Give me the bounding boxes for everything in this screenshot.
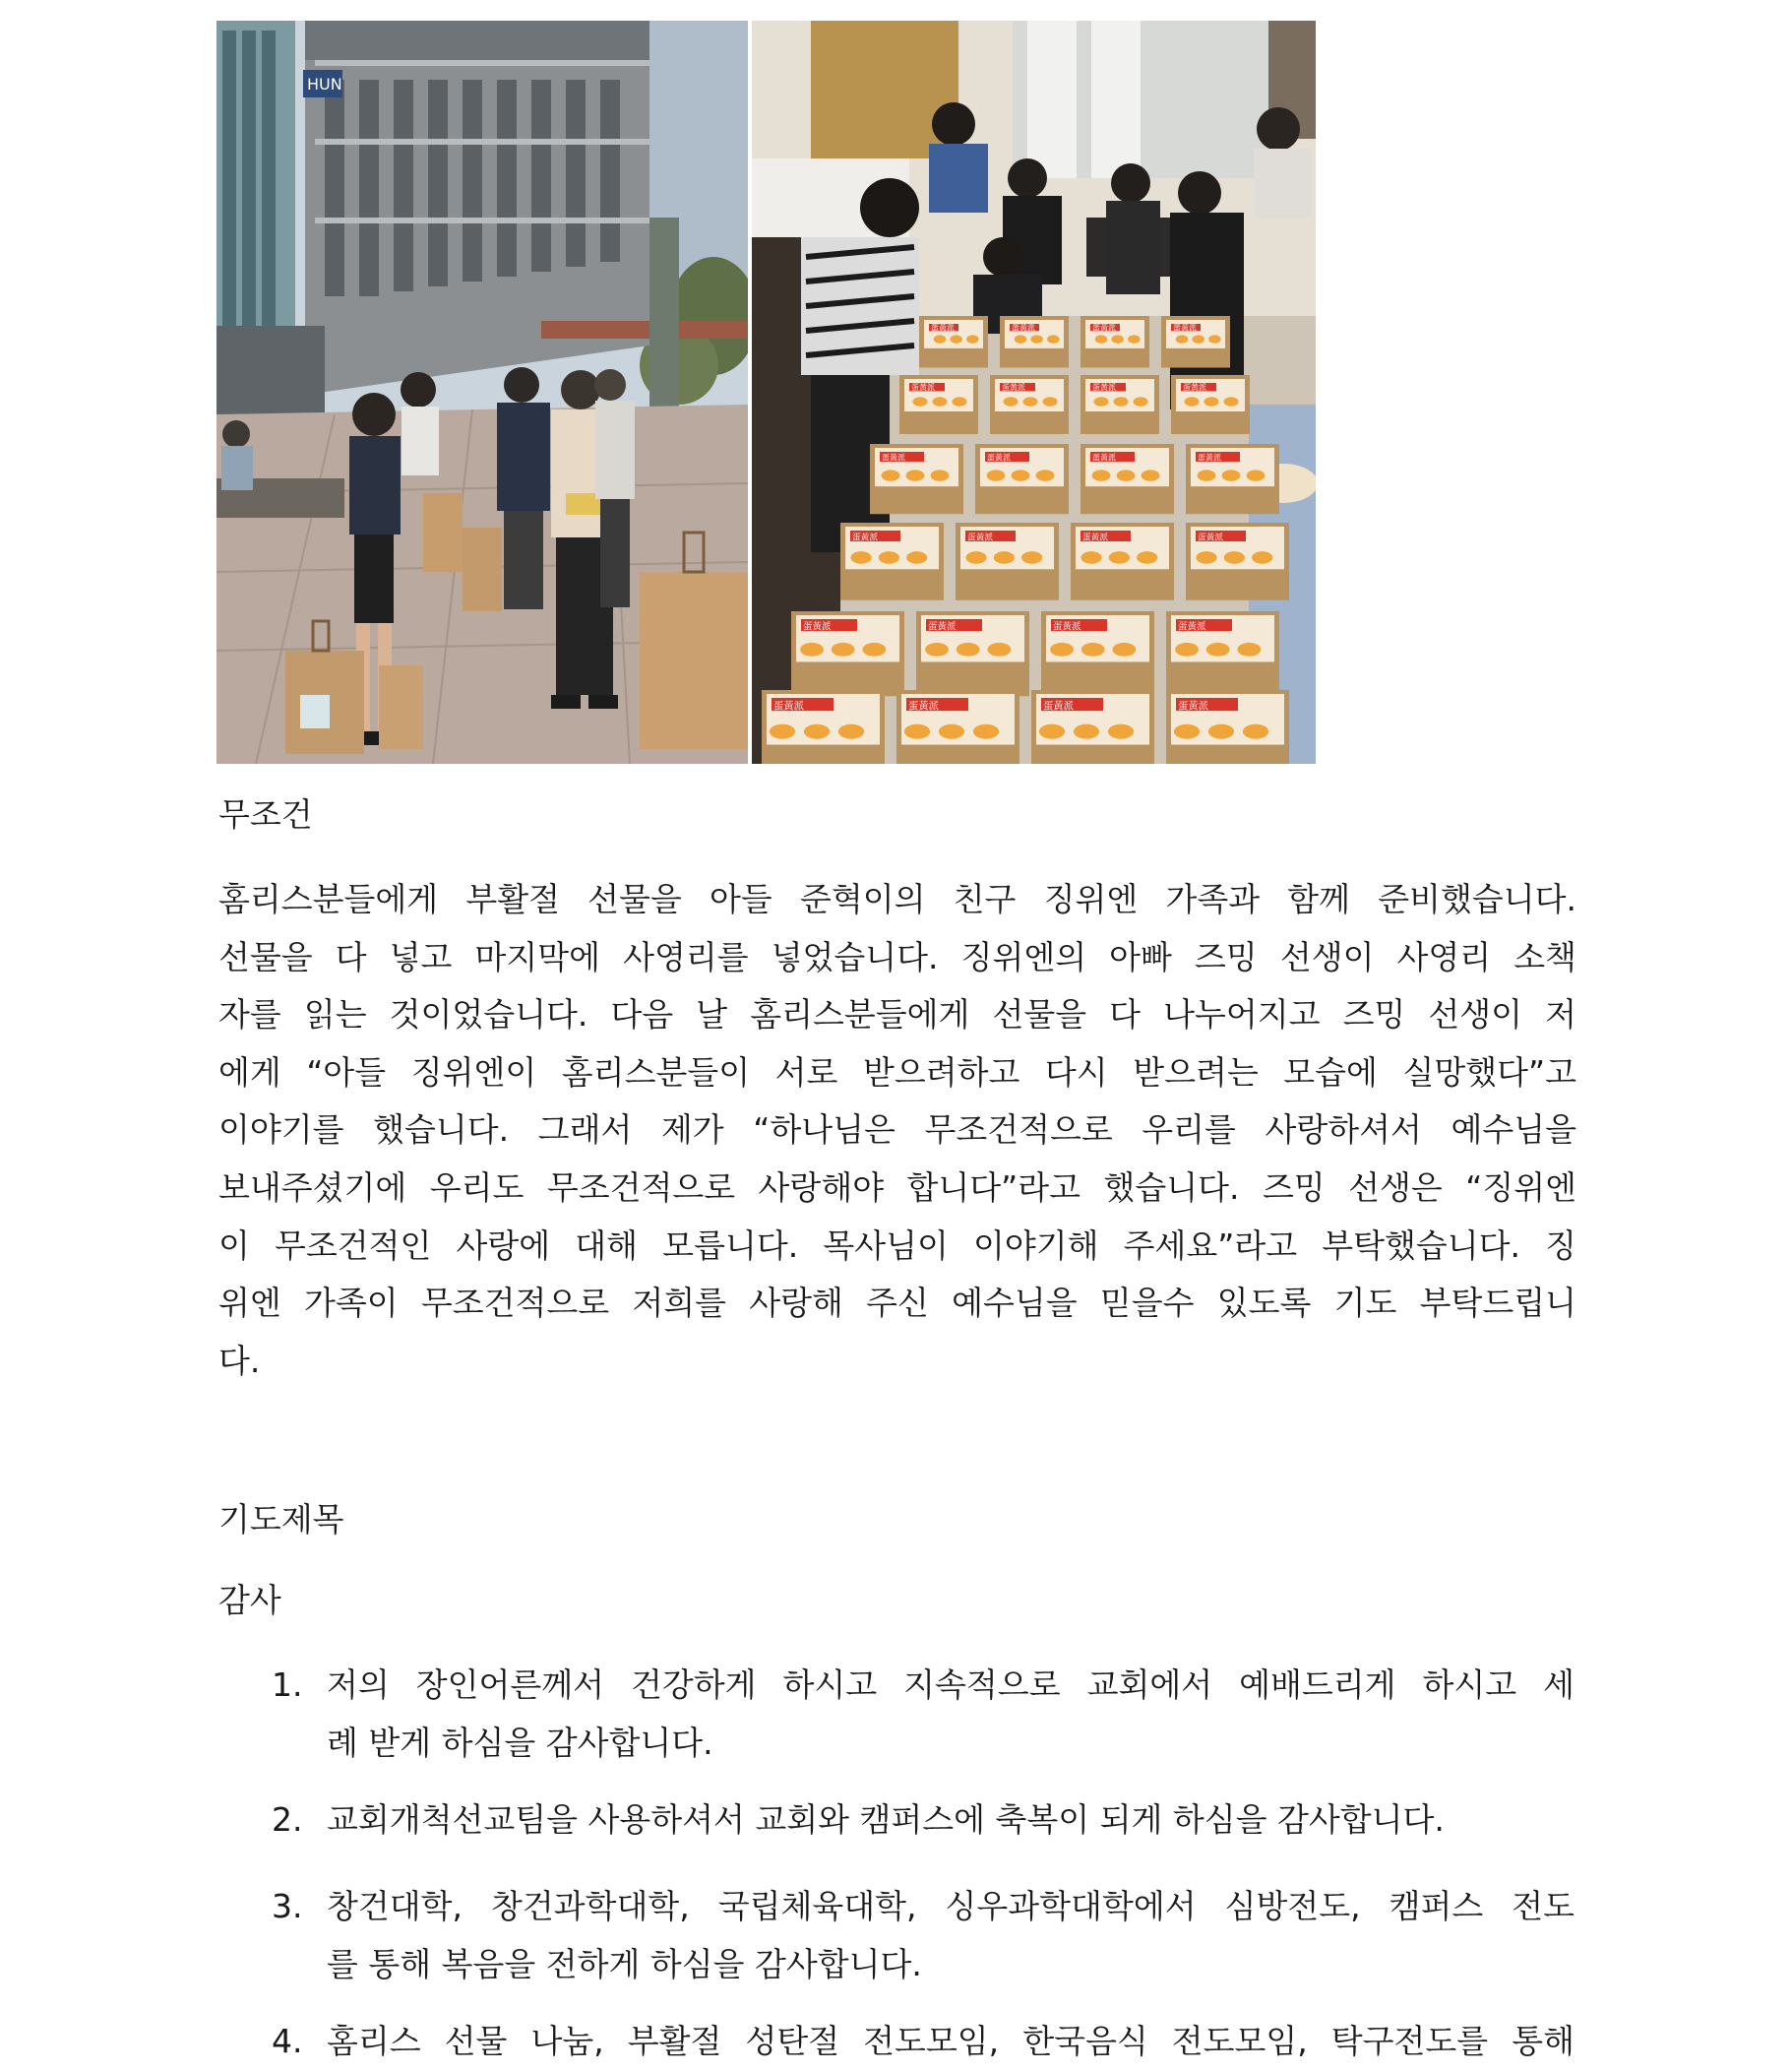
custard-pie (1012, 470, 1030, 480)
custard-pie (1081, 643, 1105, 657)
snack-box-text: 蛋黃派 (1178, 621, 1206, 633)
snack-box-text: 蛋黃派 (987, 453, 1011, 463)
list-item-text (327, 2013, 1575, 2071)
photo-homeless-gift-distribution (216, 21, 748, 764)
snack-box-text: 蛋黃派 (1183, 383, 1206, 393)
custard-pie (987, 643, 1011, 657)
building-sign: HUN (307, 75, 342, 94)
custard-pie (933, 397, 948, 407)
list-item-line: 례 받게 하심을 감사합니다. (327, 1723, 713, 1762)
snack-box-text: 蛋黃派 (1092, 383, 1116, 393)
custard-pie (1094, 397, 1109, 407)
custard-pie (1204, 397, 1219, 407)
custard-pie (1185, 397, 1200, 407)
custard-pie (879, 551, 899, 564)
snack-box-text: 蛋黃派 (1043, 700, 1074, 713)
list-item-line: 를 통해 복음을 전하게 하심을 감사합니다. (327, 1944, 922, 1983)
custard-pie (953, 397, 967, 407)
snack-box-text: 蛋黃派 (1198, 533, 1223, 543)
paragraph-line: 이야기를 했습니다. 그래서 제가 “하나님은 무조건적으로 우리를 사랑하셔서 예수님을 (218, 1110, 1576, 1150)
custard-pie (850, 551, 871, 564)
photo-gift-packing (752, 21, 1316, 764)
list-number: 2. (272, 1800, 303, 1839)
snack-box-text: 蛋黃派 (1082, 533, 1108, 543)
custard-pie (1134, 397, 1148, 407)
snack-box-text: 蛋黃派 (1178, 700, 1208, 713)
snack-box-text: 蛋黃派 (967, 533, 993, 543)
paragraph-line: 위엔 가족이 무조건적으로 저희를 사랑해 주신 예수님을 믿을수 있도록 기도 부탁드립니 (218, 1284, 1576, 1323)
photo-row (216, 21, 1316, 764)
paragraph-line: 선물을 다 넣고 마지막에 사영리를 넣었습니다. 징위엔의 아빠 즈밍 선생이 사영리 소책 (218, 937, 1576, 976)
custard-pie (1252, 551, 1272, 564)
custard-pie (1015, 335, 1027, 343)
custard-pie (950, 335, 962, 343)
list-item-line: 창건대학, 창건과학대학, 국립체육대학, 싱우과학대학에서 심방전도, 캠퍼스 전도 (327, 1887, 1575, 1925)
snack-box-text: 蛋黃派 (882, 453, 905, 463)
custard-pie (1047, 335, 1060, 343)
custard-pie (1109, 551, 1130, 564)
custard-pie (832, 643, 855, 657)
section-title: 무조건 (218, 795, 313, 834)
custard-pie (913, 397, 928, 407)
snack-box-text: 蛋黃派 (803, 621, 832, 633)
snack-box-text: 蛋黃派 (1002, 383, 1025, 393)
custard-pie (804, 724, 830, 739)
custard-pie (1196, 551, 1216, 564)
custard-pie (1004, 397, 1019, 407)
custard-pie (1247, 470, 1266, 480)
snack-box-text: 蛋黃派 (1053, 621, 1081, 633)
snack-box-text: 蛋黃派 (1092, 323, 1116, 333)
snack-box-text: 蛋黃派 (852, 533, 878, 543)
custard-pie (1224, 551, 1245, 564)
custard-pie (1095, 335, 1108, 343)
paragraph-line: 다. (218, 1341, 261, 1380)
thanks-subtitle: 감사 (218, 1581, 281, 1619)
custard-pie (1108, 724, 1134, 739)
photo-left-illustration (216, 21, 748, 764)
photo-right-illustration (752, 21, 1316, 764)
custard-pie (862, 643, 886, 657)
snack-box-text: 蛋黃派 (1012, 323, 1035, 333)
list-item-line: 교회개척선교팀을 사용하셔서 교회와 캠퍼스에 축복이 되게 하심을 감사합니다. (327, 1800, 1445, 1839)
prayer-topics-title: 기도제목 (218, 1500, 344, 1538)
custard-pie (1175, 643, 1199, 657)
custard-pie (1092, 470, 1111, 480)
custard-pie (1243, 724, 1268, 739)
custard-pie (957, 643, 980, 657)
snack-box-text: 蛋黃派 (911, 383, 935, 393)
list-item-line: 저의 장인어른께서 건강하게 하시고 지속적으로 교회에서 예배드리게 하시고 세 (327, 1665, 1575, 1704)
custard-pie (1137, 551, 1157, 564)
custard-pie (966, 335, 979, 343)
custard-pie (1208, 335, 1221, 343)
custard-pie (1112, 643, 1136, 657)
custard-pie (925, 643, 949, 657)
snack-box-text: 蛋黃派 (1198, 453, 1221, 463)
custard-pie (1142, 470, 1160, 480)
custard-pie (1036, 470, 1055, 480)
custard-pie (906, 470, 925, 480)
paragraph-line: 홈리스분들에게 부활절 선물을 아들 준혁이의 친구 징위엔 가족과 함께 준비했습니다. (218, 880, 1576, 918)
custard-pie (1206, 643, 1230, 657)
custard-pie (1043, 397, 1058, 407)
custard-pie (1030, 335, 1043, 343)
list-item-text (327, 1791, 1575, 1850)
snack-box-text: 蛋黃派 (931, 323, 955, 333)
custard-pie (838, 724, 864, 739)
list-item-text (327, 1878, 1575, 1993)
custard-pie (934, 335, 947, 343)
custard-pie (1021, 551, 1042, 564)
custard-pie (1081, 551, 1101, 564)
custard-pie (1128, 335, 1141, 343)
custard-pie (1176, 335, 1189, 343)
custard-pie (770, 724, 795, 739)
custard-pie (1111, 335, 1124, 343)
custard-pie (1222, 470, 1241, 480)
snack-box-text: 蛋黃派 (1092, 453, 1116, 463)
story-paragraph (218, 871, 1576, 1390)
custard-pie (904, 724, 930, 739)
custard-pie (800, 643, 824, 657)
custard-pie (965, 551, 986, 564)
list-item-text (327, 1657, 1575, 1772)
snack-box-text: 蛋黃派 (1173, 323, 1197, 333)
snack-box-text: 蛋黃派 (908, 700, 939, 713)
paragraph-line: 이 무조건적인 사랑에 대해 모릅니다. 목사님이 이야기해 주세요”라고 부탁했습니다. 징 (218, 1225, 1576, 1265)
custard-pie (1050, 643, 1074, 657)
list-number: 3. (272, 1887, 303, 1925)
custard-pie (1174, 724, 1200, 739)
custard-pie (1023, 397, 1038, 407)
list-number: 1. (272, 1665, 303, 1704)
custard-pie (1198, 470, 1216, 480)
paragraph-line: 보내주셨기에 우리도 무조건적으로 사랑해야 합니다”라고 했습니다. 즈밍 선생은 “징위엔 (218, 1167, 1576, 1207)
snack-box-text: 蛋黃派 (773, 700, 804, 713)
custard-pie (1074, 724, 1099, 739)
custard-pie (1114, 397, 1129, 407)
custard-pie (939, 724, 964, 739)
custard-pie (882, 470, 900, 480)
custard-pie (973, 724, 999, 739)
custard-pie (1192, 335, 1204, 343)
list-number: 4. (272, 2022, 303, 2060)
custard-pie (931, 470, 950, 480)
custard-pie (1237, 643, 1261, 657)
custard-pie (987, 470, 1006, 480)
custard-pie (906, 551, 927, 564)
custard-pie (1208, 724, 1234, 739)
custard-pie (1039, 724, 1065, 739)
paragraph-line: 에게 “아들 징위엔이 홈리스분들이 서로 받으려하고 다시 받으려는 모습에 실망했다”고 (218, 1052, 1576, 1092)
list-item-line: 홈리스 선물 나눔, 부활절 성탄절 전도모임, 한국음식 전도모임, 탁구전도를 통해 (327, 2022, 1575, 2060)
snack-box-text: 蛋黃派 (928, 621, 957, 633)
custard-pie (994, 551, 1015, 564)
custard-pie (1117, 470, 1136, 480)
custard-pie (1224, 397, 1239, 407)
paragraph-line: 자를 읽는 것이었습니다. 다음 날 홈리스분들에게 선물을 다 나누어지고 즈밍 선생이 저 (218, 995, 1576, 1035)
